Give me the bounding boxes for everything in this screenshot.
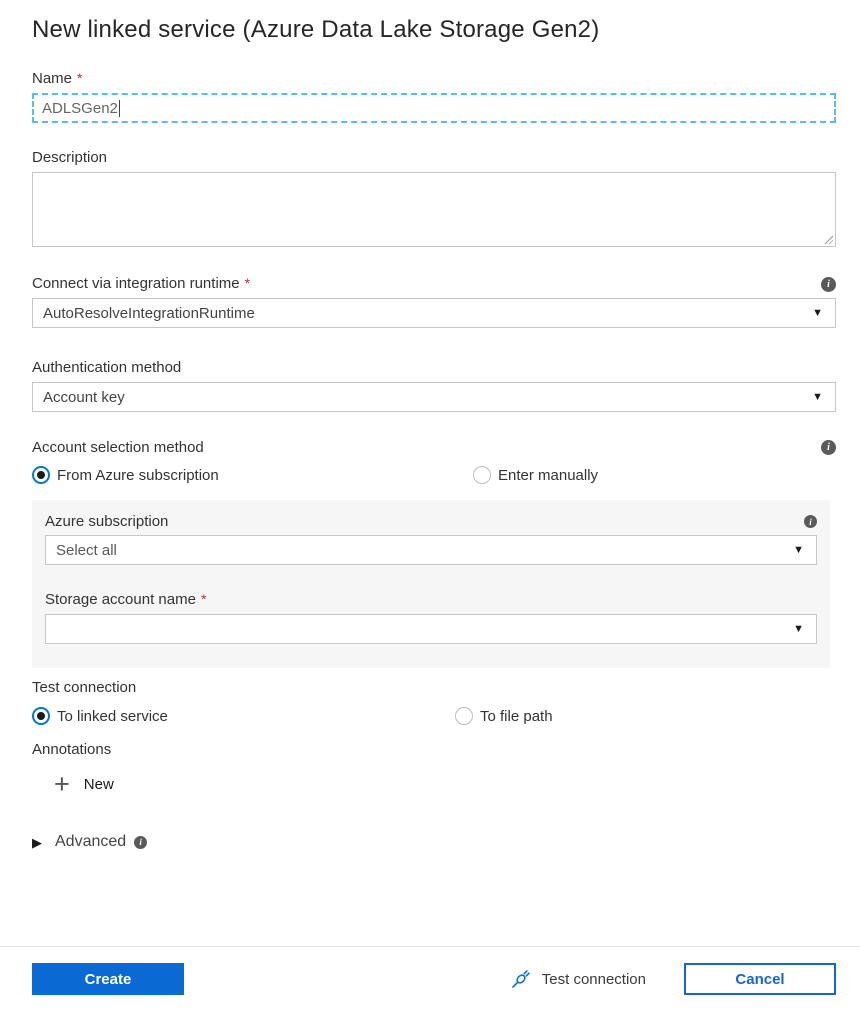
- azure-subscription-group: [45, 513, 817, 565]
- storage-account-label: Storage account name: [45, 591, 196, 608]
- plus-icon: +: [54, 769, 70, 799]
- account-selection-group: [32, 439, 836, 484]
- dialog-footer: [0, 946, 860, 1010]
- radio-unselected-icon: [455, 707, 473, 725]
- chevron-down-icon: ▼: [812, 390, 823, 403]
- radio-from-azure-subscription[interactable]: [32, 466, 473, 484]
- chevron-down-icon: ▼: [793, 543, 804, 556]
- name-label: Name: [32, 70, 73, 87]
- test-connection-button[interactable]: [510, 968, 646, 990]
- radio-label: To linked service: [57, 707, 168, 725]
- integration-runtime-label: Connect via integration runtime: [32, 275, 240, 292]
- test-connection-link-label: Test connection: [541, 970, 646, 988]
- info-icon[interactable]: i: [134, 836, 147, 849]
- required-asterisk: *: [200, 591, 207, 607]
- create-button[interactable]: Create: [32, 963, 184, 995]
- subscription-panel: [32, 500, 830, 668]
- description-textarea[interactable]: [32, 172, 836, 247]
- chevron-down-icon: ▼: [793, 622, 804, 635]
- annotations-new-button[interactable]: [54, 769, 164, 799]
- plug-icon: [510, 968, 532, 990]
- radio-label: From Azure subscription: [57, 466, 219, 484]
- azure-subscription-value: Select all: [56, 541, 117, 559]
- page-title: New linked service (Azure Data Lake Storage Gen2): [32, 16, 600, 43]
- advanced-expander[interactable]: [32, 833, 202, 851]
- radio-to-linked-service[interactable]: [32, 707, 455, 725]
- auth-method-dropdown[interactable]: [32, 382, 836, 412]
- required-asterisk: *: [77, 70, 83, 86]
- resize-grip-icon[interactable]: [823, 234, 833, 244]
- account-selection-label: Account selection method: [32, 439, 204, 456]
- integration-runtime-value: AutoResolveIntegrationRuntime: [43, 304, 255, 322]
- radio-to-file-path[interactable]: [455, 707, 553, 725]
- advanced-label: Advanced: [55, 833, 127, 850]
- storage-account-dropdown[interactable]: [45, 614, 817, 644]
- triangle-right-icon: ▶: [32, 834, 42, 850]
- cancel-button[interactable]: Cancel: [684, 963, 836, 995]
- required-asterisk: *: [244, 275, 251, 291]
- auth-method-value: Account key: [43, 388, 125, 406]
- azure-subscription-dropdown[interactable]: [45, 535, 817, 565]
- radio-label: To file path: [480, 707, 553, 725]
- integration-runtime-dropdown[interactable]: [32, 298, 836, 328]
- description-label: Description: [32, 149, 108, 166]
- description-field-group: [32, 149, 836, 247]
- radio-enter-manually[interactable]: [473, 466, 598, 484]
- integration-runtime-group: [32, 275, 836, 328]
- auth-method-label: Authentication method: [32, 359, 182, 376]
- radio-selected-icon: [32, 466, 50, 484]
- info-icon[interactable]: i: [804, 515, 817, 528]
- name-field-group: [32, 70, 836, 123]
- name-input-value: ADLSGen2: [42, 99, 118, 117]
- radio-selected-icon: [32, 707, 50, 725]
- name-input[interactable]: [32, 93, 836, 123]
- annotations-new-label: New: [83, 775, 114, 793]
- info-icon[interactable]: i: [821, 277, 836, 292]
- annotations-label: Annotations: [32, 741, 112, 758]
- text-cursor: [119, 100, 120, 117]
- annotations-group: [32, 741, 836, 799]
- info-icon[interactable]: i: [821, 440, 836, 455]
- test-connection-label: Test connection: [32, 679, 137, 696]
- radio-label: Enter manually: [498, 466, 599, 484]
- storage-account-group: [45, 591, 817, 644]
- azure-subscription-label: Azure subscription: [45, 513, 169, 530]
- chevron-down-icon: ▼: [812, 306, 823, 319]
- radio-unselected-icon: [473, 466, 491, 484]
- auth-method-group: [32, 359, 836, 412]
- test-connection-group: [32, 679, 836, 725]
